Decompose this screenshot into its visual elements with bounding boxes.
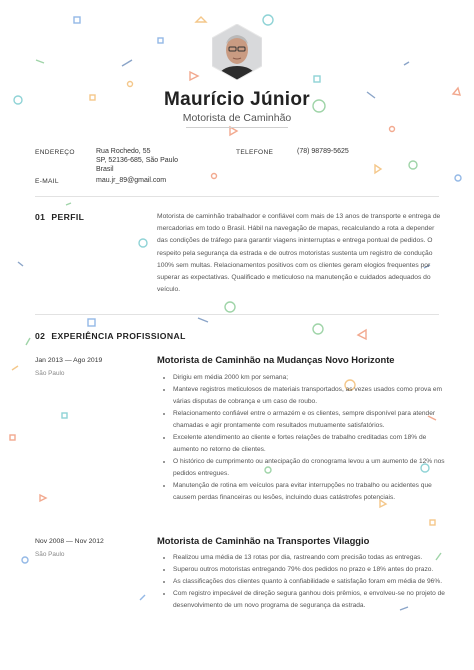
profile-summary: Motorista de caminhão trabalhador e confiável com mais de 13 anos de transporte e entrega de mercadorias em todo o Brasil. Hábil na navegação de mapas, recalculando a rota a depender das condições de tráfego para garantir viagens ininterruptas e entrega pontual de pedidos. O respeito pela segurança da estrada e de outros motoristas sustenta um registro de condução 100% sem multas. Relacionamentos positivos com os clientes geram elogios frequentes por superar as expectativas. Qualificado e meticuloso na manutenção e cuidados adequados do veículo. <box>157 213 441 294</box>
list-item: • Dirigiu em média 2000 km por semana; <box>173 372 453 384</box>
job-position-title: Motorista de Caminhão na Mudanças Novo Horizonte <box>157 354 395 365</box>
job-dates: Nov 2008 — Nov 2012 <box>35 538 104 545</box>
address-label: ENDEREÇO <box>35 149 75 156</box>
profile-heading <box>35 212 84 222</box>
title-underline <box>186 127 288 128</box>
profile-heading-text: PERFIL <box>51 212 85 222</box>
list-item: • Com registro impecável de direção segura ganhou dois prêmios, e envolveu-se no projeto de desenvolvimento de um novo programa de segurança da estrada. <box>173 588 453 612</box>
job-bullets <box>163 552 453 612</box>
section-divider <box>35 196 439 197</box>
list-item: • O histórico de cumprimento ou antecipação do cronograma levou a um aumento de 12% nos pedidos entregues. <box>173 456 453 480</box>
experience-number: 02 <box>35 331 46 341</box>
job-location: São Paulo <box>35 370 65 377</box>
email-value: mau.jr_89@gmail.com <box>96 177 167 184</box>
phone-value: (78) 98789-5625 <box>297 148 349 155</box>
profile-number: 01 <box>35 212 46 222</box>
list-item: • As classificações dos clientes quanto à confiabilidade e satisfação foram em média de 96%. <box>173 576 453 588</box>
list-item: • Manutenção de rotina em veículos para evitar interrupções no trabalho ou acidentes que causem perdas financeiras ou lesões, incluindo duas catástrofes potenciais. <box>173 480 453 504</box>
list-item: • Superou outros motoristas entregando 79% dos pedidos no prazo e 18% antes do prazo. <box>173 564 453 576</box>
address-line-1: Rua Rochedo, 55 <box>96 148 151 155</box>
job-position-title: Motorista de Caminhão na Transportes Vilaggio <box>157 535 370 546</box>
phone-label: TELEFONE <box>236 149 274 156</box>
section-divider <box>35 314 439 315</box>
list-item: • Excelente atendimento ao cliente e fortes relações de trabalho creditadas com 18% de aumento no retorno de clientes. <box>173 432 453 456</box>
job-location: São Paulo <box>35 551 65 558</box>
address-line-3: Brasil <box>96 166 114 173</box>
job-title: Motorista de Caminhão <box>182 112 292 124</box>
avatar <box>212 24 262 80</box>
email-label: E-MAIL <box>35 178 59 185</box>
job-bullets <box>163 372 453 504</box>
list-item: • Realizou uma média de 13 rotas por dia, rastreando com precisão todas as entregas. <box>173 552 453 564</box>
list-item: • Manteve registros meticulosos de materiais transportados, as vezes usados como prova em várias disputas de cobrança e um caso de roubo. <box>173 384 453 408</box>
list-item: • Relacionamento confiável entre o armazém e os clientes, sempre disponível para atender chamadas e agir prontamente com resultados mutuamente satisfatórios. <box>173 408 453 432</box>
experience-heading-text: EXPERIÊNCIA PROFISSIONAL <box>51 331 186 341</box>
address-line-2: SP, 52136-685, São Paulo <box>96 157 178 164</box>
job-dates: Jan 2013 — Ago 2019 <box>35 357 103 364</box>
profile-photo <box>212 24 262 80</box>
candidate-name: Maurício Júnior <box>164 89 310 110</box>
experience-heading <box>35 331 186 341</box>
